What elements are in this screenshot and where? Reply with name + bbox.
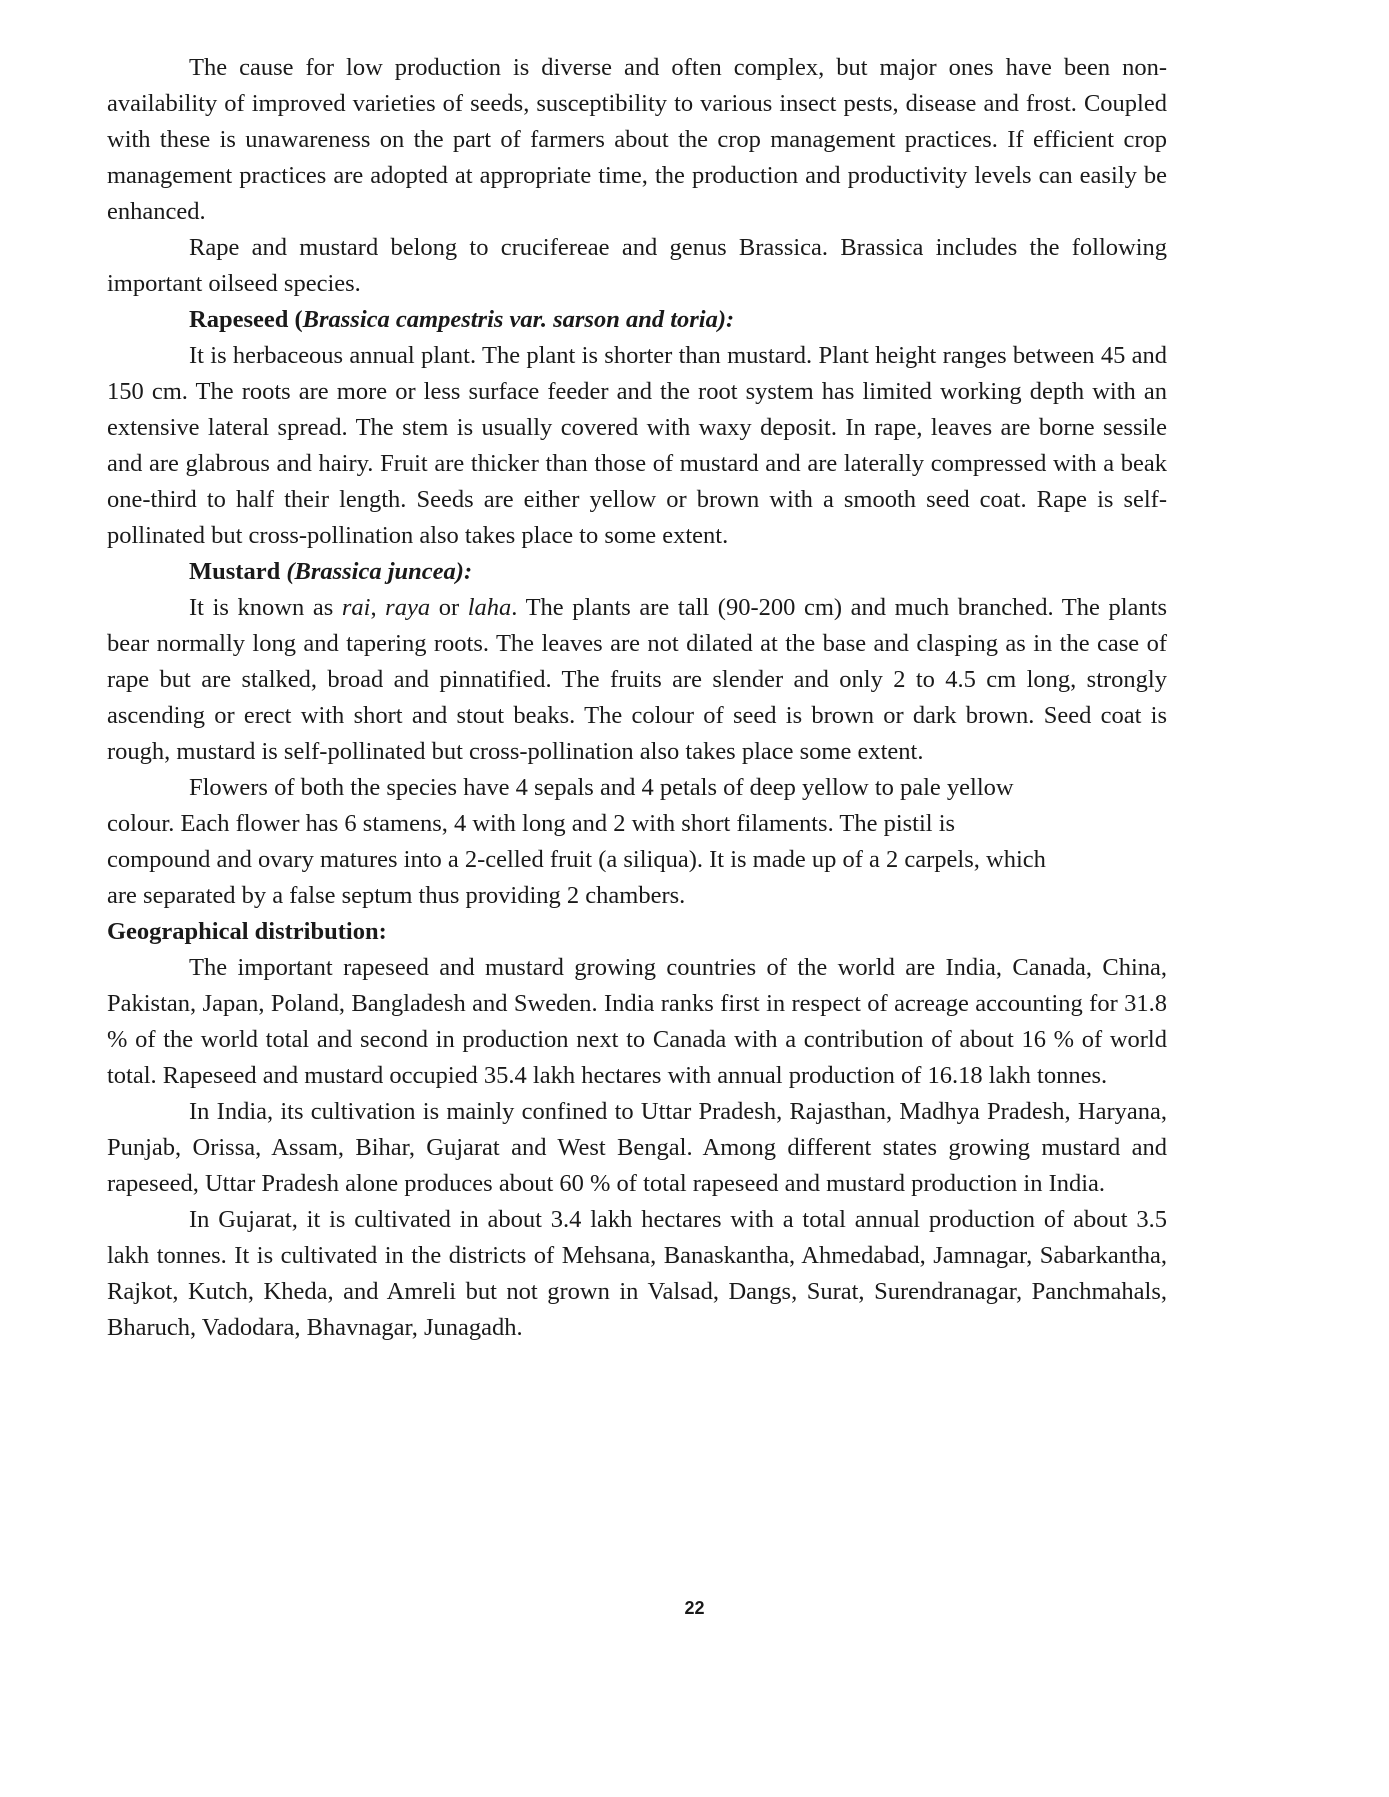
mustard-heading-label: Mustard	[189, 558, 287, 585]
flowers-line: colour. Each flower has 6 stamens, 4 with long and 2 with short filaments. The pistil is	[107, 810, 956, 837]
mustard-sep-or: or	[430, 594, 468, 621]
rapeseed-heading-species: Brassica campestris var. sarson and toria):	[302, 306, 735, 333]
rapeseed-heading-label: Rapeseed (	[189, 306, 303, 333]
geo-paragraph-india: In India, its cultivation is mainly confined to Uttar Pradesh, Rajasthan, Madhya Pradesh, Haryana, Punjab, Orissa, Assam, Bihar, Gujarat and West Bengal. Among different states growing mustard and rapeseed, Uttar Pradesh alone produces about 60 % of total rapeseed and mustard production in India.	[107, 1098, 1167, 1197]
mustard-name-rai: rai	[341, 594, 371, 621]
brassica-paragraph: Rape and mustard belong to crucifereae and genus Brassica. Brassica includes the following important oilseed species.	[107, 234, 1167, 297]
rapeseed-paragraph: It is herbaceous annual plant. The plant is shorter than mustard. Plant height ranges between 45 and 150 cm. The roots are more or less surface feeder and the root system has limited working depth with an extensive lateral spread. The stem is usually covered with waxy deposit. In rape, leaves are borne sessile and are glabrous and hairy. Fruit are thicker than those of mustard and are laterally compressed with a beak one-third to half their length. Seeds are either yellow or brown with a smooth seed coat. Rape is self-pollinated but cross-pollination also takes place to some extent.	[107, 342, 1167, 549]
mustard-sep-comma: ,	[370, 594, 386, 621]
rapeseed-heading	[107, 302, 1167, 338]
mustard-name-laha: laha	[467, 594, 512, 621]
mustard-heading	[107, 554, 1167, 590]
mustard-heading-species: (Brassica juncea):	[286, 558, 473, 585]
mustard-body-prefix: It is known as	[189, 594, 342, 621]
mustard-name-raya: raya	[385, 594, 431, 621]
document-page	[107, 50, 1167, 1346]
mustard-paragraph	[107, 590, 1167, 770]
geo-paragraph-world: The important rapeseed and mustard growing countries of the world are India, Canada, China, Pakistan, Japan, Poland, Bangladesh and Sweden. India ranks first in respect of acreage accounting for 31.8 % of the world total and second in production next to Canada with a contribution of about 16 % of world total. Rapeseed and mustard occupied 35.4 lakh hectares with annual production of 16.18 lakh tonnes.	[107, 954, 1167, 1089]
geo-paragraph-gujarat: In Gujarat, it is cultivated in about 3.4 lakh hectares with a total annual production of about 3.5 lakh tonnes. It is cultivated in the districts of Mehsana, Banaskantha, Ahmedabad, Jamnagar, Sabarkantha, Rajkot, Kutch, Kheda, and Amreli but not grown in Valsad, Dangs, Surat, Surendranagar, Panchmahals, Bharuch, Vadodara, Bhavnagar, Junagadh.	[107, 1206, 1167, 1341]
intro-paragraph: The cause for low production is diverse and often complex, but major ones have been non-availability of improved varieties of seeds, susceptibility to various insect pests, disease and frost. Coupled with these is unawareness on the part of farmers about the crop management practices. If efficient crop management practices are adopted at appropriate time, the production and productivity levels can easily be enhanced.	[107, 54, 1167, 225]
geographical-distribution-heading: Geographical distribution:	[107, 918, 387, 945]
mustard-body-rest: . The plants are tall (90-200 cm) and much branched. The plants bear normally long and tapering roots. The leaves are not dilated at the base and clasping as in the case of rape but are stalked, broad and pinnatified. The fruits are slender and only 2 to 4.5 cm long, strongly ascending or erect with short and stout beaks. The colour of seed is brown or dark brown. Seed coat is rough, mustard is self-pollinated but cross-pollination also takes place some extent.	[107, 594, 1167, 765]
flowers-line: compound and ovary matures into a 2-celled fruit (a siliqua). It is made up of a 2 carpels, which	[107, 846, 1046, 873]
flowers-block	[107, 770, 1167, 914]
page-number: 22	[684, 1598, 705, 1618]
flowers-line: Flowers of both the species have 4 sepals and 4 petals of deep yellow to pale yellow	[189, 774, 1014, 801]
flowers-line: are separated by a false septum thus providing 2 chambers.	[107, 882, 686, 909]
